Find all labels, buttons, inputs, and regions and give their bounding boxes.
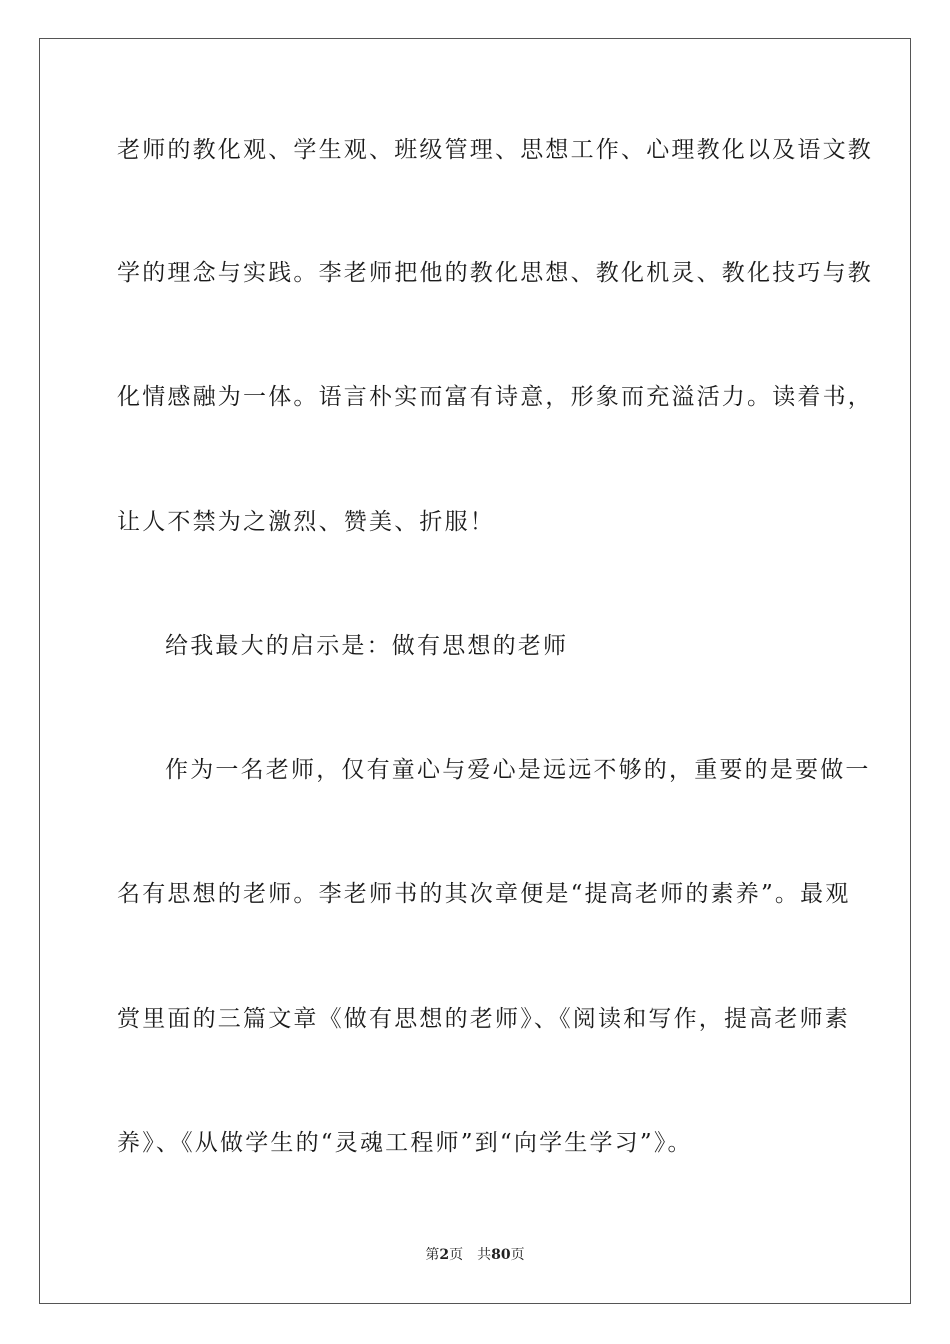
body-line-8: 赏里面的三篇文章《做有思想的老师》、《阅读和写作，提高老师素 — [117, 1006, 850, 1032]
body-line-6: 作为一名老师，仅有童心与爱心是远远不够的，重要的是要做一 — [165, 757, 871, 783]
footer-page-number: 2 — [439, 1247, 450, 1263]
body-line-4: 让人不禁为之激烈、赞美、折服！ — [117, 509, 495, 535]
page-footer — [0, 1246, 950, 1264]
body-line-1: 老师的教化观、学生观、班级管理、思想工作、心理教化以及语文教 — [117, 137, 873, 163]
footer-page-suffix: 页 — [449, 1247, 464, 1263]
footer-total-suffix: 页 — [510, 1247, 525, 1263]
footer-total-prefix: 共 — [477, 1247, 492, 1263]
section-heading: 给我最大的启示是：做有思想的老师 — [165, 633, 569, 659]
footer-page-prefix: 第 — [425, 1247, 440, 1263]
body-line-3: 化情感融为一体。语言朴实而富有诗意，形象而充溢活力。读着书， — [117, 384, 873, 410]
body-line-9: 养》、《从做学生的“灵魂工程师”到“向学生学习”》。 — [117, 1130, 693, 1156]
page-frame — [39, 38, 911, 1304]
body-line-7: 名有思想的老师。李老师书的其次章便是“提高老师的素养”。最观 — [117, 881, 851, 907]
body-line-2: 学的理念与实践。李老师把他的教化思想、教化机灵、教化技巧与教 — [117, 260, 873, 286]
footer-total-pages: 80 — [491, 1247, 511, 1263]
